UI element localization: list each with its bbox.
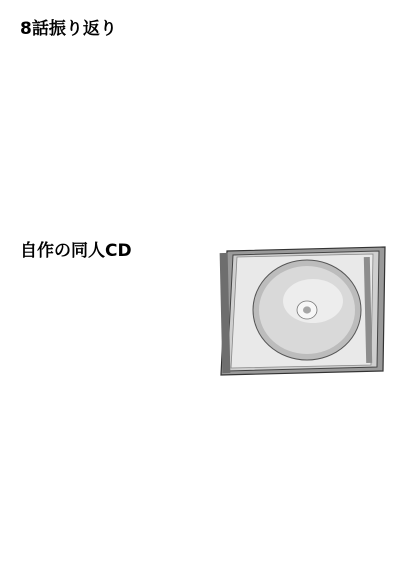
section-heading-recap: 8話振り返り — [20, 19, 117, 39]
section-heading-doujin-cd: 自作の同人CD — [20, 241, 132, 261]
cd-jewel-case-icon — [215, 243, 390, 378]
compact-disc — [253, 260, 361, 360]
